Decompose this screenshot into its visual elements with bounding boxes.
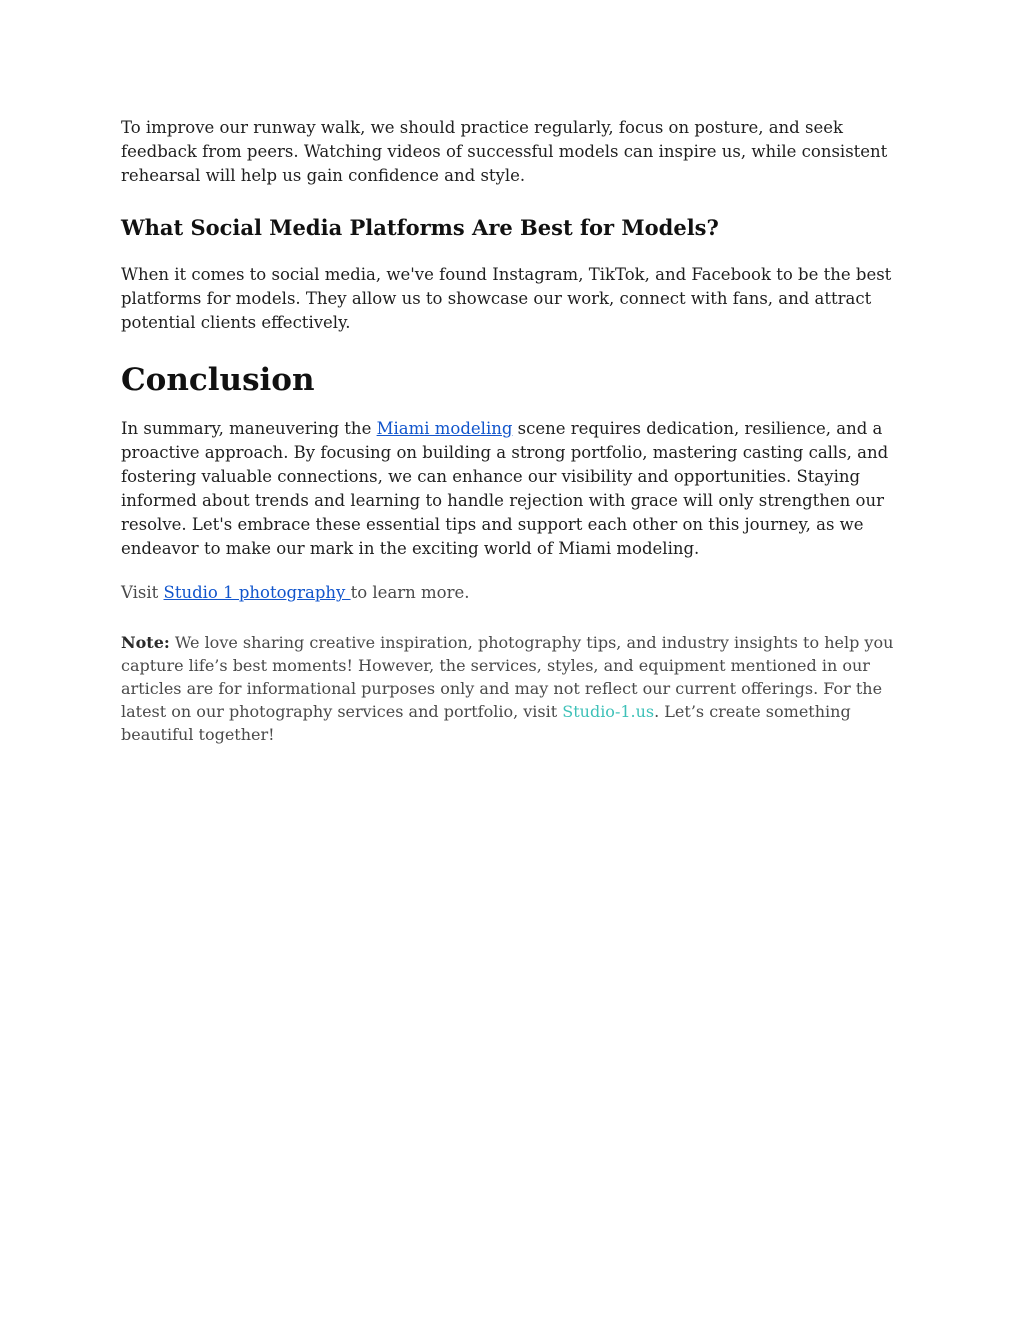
document-page: [121, 116, 901, 746]
visit-suffix: to learn more.: [350, 583, 470, 602]
runway-paragraph: To improve our runway walk, we should practice regularly, focus on posture, and seek feedback from peers. Watching videos of successful models can inspire us, while consistent rehearsal will help us gain confidence and style.: [121, 118, 888, 185]
note-closing: . Let’s create something beautiful together!: [121, 702, 851, 744]
note-text: We love sharing creative inspiration, photography tips, and industry insights to help you capture life’s best moments! However, the services, styles, and equipment mentioned in our articles are for informational purposes only and may not reflect our current offerings. For the latest on our photography services and portfolio, visit: [121, 633, 894, 721]
social-media-heading: What Social Media Platforms Are Best for Models?: [121, 215, 719, 240]
visit-line: [121, 581, 901, 605]
visit-prefix: Visit: [121, 583, 164, 602]
miami-modeling-link[interactable]: Miami modeling: [376, 419, 513, 438]
conclusion-text-start: In summary, maneuvering the: [121, 419, 377, 438]
conclusion-text-end: scene requires dedication, resilience, and a proactive approach. By focusing on building a strong portfolio, mastering casting calls, and fostering valuable connections, we can enhance our visibility and opportunities. Staying informed about trends and learning to handle rejection with grace will only strengthen our resolve. Let's embrace these essential tips and support each other on this journey, as we endeavor to make our mark in the exciting world of Miami modeling.: [121, 419, 889, 558]
conclusion-heading: Conclusion: [121, 362, 315, 398]
note-paragraph: [121, 631, 901, 746]
conclusion-paragraph: [121, 417, 901, 561]
note-label: Note:: [121, 633, 170, 652]
studio-1-photography-link[interactable]: Studio 1 photography: [163, 583, 351, 602]
social-media-paragraph: When it comes to social media, we've found Instagram, TikTok, and Facebook to be the best platforms for models. They allow us to showcase our work, connect with fans, and attract potential clients effectively.: [121, 265, 892, 332]
studio-1-us-link[interactable]: Studio-1.us: [562, 702, 655, 721]
